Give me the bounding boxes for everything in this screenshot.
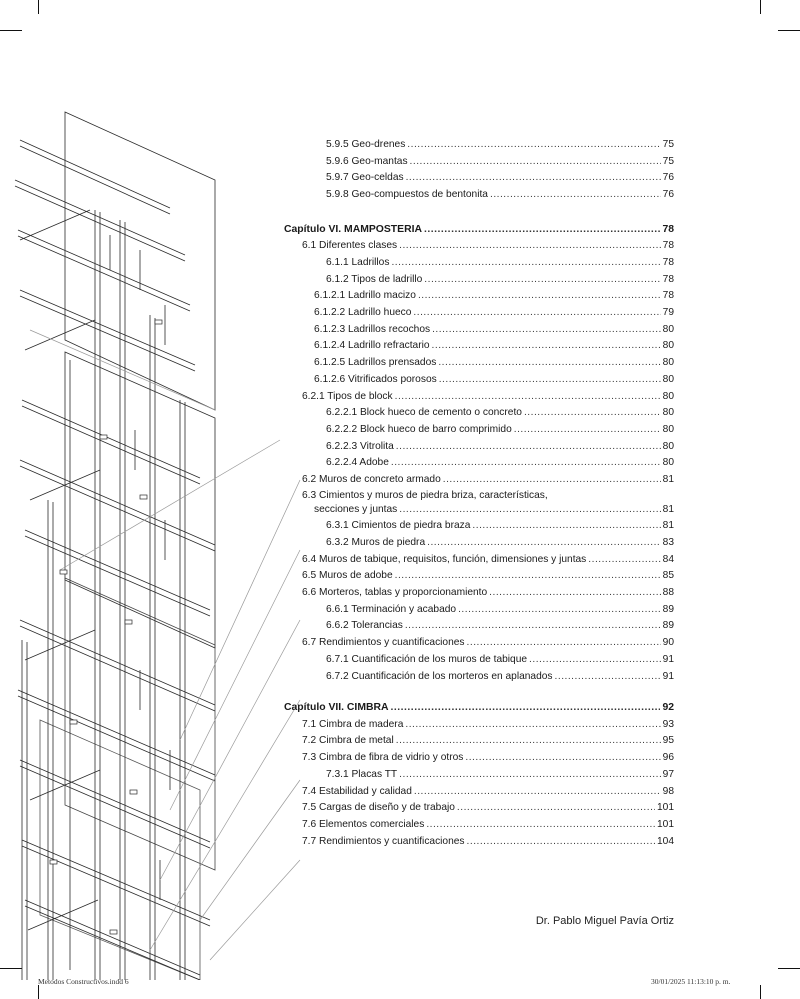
toc-entry: [326, 171, 674, 185]
crop-mark: [778, 30, 800, 31]
toc-leader-dots: [432, 339, 661, 353]
toc-entry-label: 6.1.1 Ladrillos: [326, 256, 390, 268]
toc-entry: [302, 586, 674, 600]
toc-chapter-row: [284, 701, 674, 715]
toc-entry-label: 6.6.2 Tolerancias: [326, 620, 403, 632]
toc-page-number: 80: [662, 340, 674, 352]
toc-page-number: 78: [662, 273, 674, 285]
toc-entry-label: 6.1.2.5 Ladrillos prensados: [314, 357, 437, 369]
toc-entry: [302, 718, 674, 732]
toc-leader-dots: [414, 785, 661, 799]
toc-entry: [326, 406, 674, 420]
toc-entry: [314, 323, 674, 337]
toc-leader-dots: [399, 768, 660, 782]
toc-page-number: 80: [662, 357, 674, 369]
toc-entry-label: 6.3 Cimientos y muros de piedra briza, características,: [302, 490, 548, 501]
toc-entry: [302, 390, 674, 404]
toc-page-number: 96: [662, 752, 674, 764]
toc-leader-dots: [410, 155, 661, 169]
toc-entry: [326, 256, 674, 270]
toc-entry-label: 6.1.2.4 Ladrillo refractario: [314, 340, 430, 352]
toc-page-number: 81: [662, 503, 674, 515]
toc-leader-dots: [524, 406, 661, 420]
toc-leader-dots: [405, 619, 661, 633]
toc-leader-dots: [443, 473, 661, 487]
wall-panel: [65, 352, 215, 648]
toc-entry: [302, 553, 674, 567]
toc-entry-label: 7.5 Cargas de diseño y de trabajo: [302, 802, 455, 814]
toc-entry-label: Capítulo VI. MAMPOSTERIA: [284, 223, 422, 235]
toc-entry-label: 6.1.2.1 Ladrillo macizo: [314, 290, 416, 302]
toc-entry-label: 7.4 Estabilidad y calidad: [302, 785, 412, 797]
print-datetime: 30/01/2025 11:13:10 p. m.: [651, 977, 731, 986]
toc-page-number: 78: [662, 290, 674, 302]
toc-entry: [326, 456, 674, 470]
toc-leader-dots: [489, 586, 660, 600]
toc-entry: [302, 734, 674, 748]
toc-entry: [302, 636, 674, 650]
toc-leader-dots: [396, 734, 661, 748]
toc-leader-dots: [405, 718, 660, 732]
toc-page-number: 75: [662, 155, 674, 167]
toc-leader-dots: [467, 835, 655, 849]
toc-page-number: 95: [662, 735, 674, 747]
toc-entry: [326, 138, 674, 152]
toc-leader-dots: [399, 239, 661, 253]
toc-entry: [302, 569, 674, 583]
toc-leader-dots: [529, 653, 661, 667]
toc-entry: [314, 503, 674, 517]
toc-leader-dots: [395, 569, 661, 583]
toc-page-number: 75: [662, 139, 674, 150]
toc-leader-dots: [427, 536, 661, 550]
toc-entry: [302, 801, 674, 815]
toc-entry: [326, 440, 674, 454]
toc-entry: [326, 768, 674, 782]
structural-frame-illustration: [0, 100, 310, 980]
toc-page-number: 104: [657, 835, 674, 847]
toc-entry: [302, 239, 674, 253]
toc-leader-dots: [391, 456, 661, 470]
toc-leader-dots: [407, 138, 660, 152]
toc-entry: [326, 519, 674, 533]
toc-entry-label: 5.9.6 Geo-mantas: [326, 155, 408, 167]
toc-entry-label: 6.2.1 Tipos de block: [302, 390, 393, 402]
crop-mark: [0, 30, 22, 31]
toc-entry-label: 6.2.2.3 Vitrolita: [326, 440, 394, 452]
crop-mark: [38, 985, 39, 999]
toc-page-number: 80: [662, 390, 674, 402]
toc-page-number: 98: [662, 785, 674, 797]
toc-entry-label: 6.7.2 Cuantificación de los morteros en aplanados: [326, 670, 553, 682]
toc-entry: [326, 619, 674, 633]
toc-leader-dots: [465, 751, 660, 765]
toc-page-number: 89: [662, 603, 674, 615]
toc-entry-label: 6.1.2 Tipos de ladrillo: [326, 273, 423, 285]
toc-page-number: 83: [662, 536, 674, 548]
toc-entry: [314, 356, 674, 370]
toc-entry-label: 7.3.1 Placas TT: [326, 768, 398, 780]
toc-leader-dots: [555, 670, 661, 684]
toc-entry: [302, 818, 674, 832]
toc-entry: [314, 306, 674, 320]
crop-mark: [760, 985, 761, 999]
toc-leader-dots: [588, 553, 660, 567]
toc-page-number: 78: [662, 240, 674, 252]
toc-page-number: 85: [662, 570, 674, 582]
toc-page-number: 91: [662, 653, 674, 665]
toc-chapter-row: [284, 223, 674, 237]
toc-entry-label: 6.2.2.1 Block hueco de cemento o concreto: [326, 407, 522, 419]
toc-leader-dots: [472, 519, 660, 533]
toc-page-number: 81: [662, 520, 674, 532]
toc-entry-label: secciones y juntas: [314, 503, 398, 515]
toc-page-number: 78: [662, 223, 674, 235]
toc-page-number: 101: [657, 802, 674, 814]
toc-page-number: 80: [662, 423, 674, 435]
toc-entry-label: 7.2 Cimbra de metal: [302, 735, 394, 747]
toc-entry: [326, 423, 674, 437]
toc-entry: [314, 339, 674, 353]
toc-page-number: 80: [662, 407, 674, 419]
toc-page-number: 78: [662, 256, 674, 268]
toc-entry-label: 6.3.1 Cimientos de piedra braza: [326, 520, 471, 532]
toc-leader-dots: [438, 356, 660, 370]
toc-page-number: 80: [662, 373, 674, 385]
toc-entry: [326, 188, 674, 202]
toc-page-number: 84: [662, 553, 674, 565]
toc-page-number: 92: [662, 702, 674, 713]
toc-leader-dots: [390, 701, 660, 715]
toc-entry: [326, 155, 674, 169]
toc-entry-label: 6.6 Morteros, tablas y proporcionamiento: [302, 587, 488, 598]
toc-page-number: 89: [662, 620, 674, 632]
toc-entry-label: 6.7.1 Cuantificación de los muros de tabique: [326, 653, 528, 665]
file-slug: Metodos Constructivos.indd 6: [38, 977, 129, 986]
toc-page-number: 76: [662, 172, 674, 184]
toc-leader-dots: [458, 603, 661, 617]
toc-entry: [326, 603, 674, 617]
toc-leader-dots: [395, 390, 661, 404]
toc-entry-label: 6.5 Muros de adobe: [302, 570, 393, 582]
toc-entry: [326, 273, 674, 287]
toc-entry-label: 6.6.1 Terminación y acabado: [326, 603, 457, 615]
toc-leader-dots: [426, 818, 655, 832]
toc-entry-label: 5.9.7 Geo-celdas: [326, 172, 404, 184]
toc-entry: [326, 653, 674, 667]
toc-entry-label: 6.1.2.3 Ladrillos recochos: [314, 323, 431, 335]
toc-entry: [302, 785, 674, 799]
toc-leader-dots: [457, 801, 655, 815]
toc-page-number: 97: [662, 768, 674, 780]
toc-entry-label: 6.3.2 Muros de piedra: [326, 536, 426, 548]
toc-entry-label: 6.7 Rendimientos y cuantificaciones: [302, 637, 465, 649]
crop-mark: [38, 0, 39, 14]
toc-leader-dots: [399, 503, 660, 517]
toc-entry-label: 6.1 Diferentes clases: [302, 240, 398, 252]
toc-page-number: 91: [662, 670, 674, 682]
toc-leader-dots: [418, 289, 661, 303]
toc-entry-label: 7.7 Rendimientos y cuantificaciones: [302, 835, 465, 847]
toc-leader-dots: [406, 171, 661, 185]
toc-leader-dots: [396, 440, 661, 454]
toc-leader-dots: [439, 373, 661, 387]
toc-page-number: 88: [662, 587, 674, 598]
toc-entry-label: 7.3 Cimbra de fibra de vidrio y otros: [302, 752, 464, 764]
toc-page-number: 76: [662, 189, 674, 201]
wall-panel: [65, 578, 215, 870]
toc-leader-dots: [432, 323, 661, 337]
toc-entry-label: 7.6 Elementos comerciales: [302, 818, 425, 830]
toc-page-number: 80: [662, 323, 674, 335]
toc-entry: [326, 670, 674, 684]
toc-entry-label: 6.2.2.2 Block hueco de barro comprimido: [326, 423, 512, 435]
toc-leader-dots: [413, 306, 660, 320]
toc-page-number: 79: [662, 307, 674, 318]
author-name: Dr. Pablo Miguel Pavía Ortiz: [535, 915, 674, 927]
toc-leader-dots: [391, 256, 660, 270]
toc-entry: [314, 373, 674, 387]
toc-page-number: 101: [657, 818, 674, 830]
toc-entry-label: 6.1.2.6 Vitrificados porosos: [314, 373, 437, 385]
toc-entry: [314, 289, 674, 303]
toc-leader-dots: [424, 273, 660, 287]
toc-entry: [302, 835, 674, 849]
crop-mark: [778, 968, 800, 969]
toc-entry-label: 6.4 Muros de tabique, requisitos, función, dimensiones y juntas: [302, 553, 587, 565]
toc-page-number: 90: [662, 637, 674, 649]
toc-entry-label: Capítulo VII. CIMBRA: [284, 702, 389, 713]
toc-leader-dots: [514, 423, 661, 437]
toc-page-number: 93: [662, 718, 674, 730]
toc-page-number: 80: [662, 440, 674, 452]
toc-leader-dots: [490, 188, 661, 202]
toc-entry: [326, 536, 674, 550]
toc-entry-label: 5.9.5 Geo-drenes: [326, 139, 406, 150]
toc-leader-dots: [424, 223, 660, 237]
toc-page-number: 80: [662, 457, 674, 469]
toc-page-number: 81: [662, 474, 674, 485]
toc-entry-label: 5.9.8 Geo-compuestos de bentonita: [326, 189, 488, 201]
toc-entry-label: 6.2 Muros de concreto armado: [302, 474, 441, 485]
toc-entry-label: 7.1 Cimbra de madera: [302, 718, 404, 730]
toc-entry-label: 6.1.2.2 Ladrillo hueco: [314, 307, 412, 318]
toc-leader-dots: [467, 636, 661, 650]
toc-entry: [302, 473, 674, 487]
toc-entry: [302, 751, 674, 765]
toc-entry-label: 6.2.2.4 Adobe: [326, 457, 389, 469]
crop-mark: [760, 0, 761, 14]
